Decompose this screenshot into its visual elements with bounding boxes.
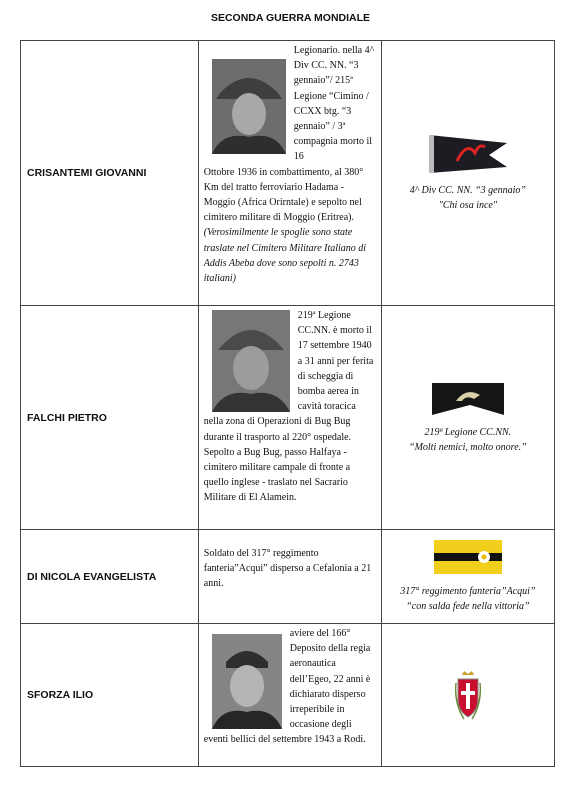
insignia-caption: 219ª Legione CC.NN. (424, 426, 512, 438)
table-row (21, 530, 555, 624)
insignia-caption: 317° reggimento fanteria”Acqui” (400, 585, 536, 597)
portrait-icon (212, 310, 290, 412)
description-top: aviere del 166° Deposito della regia aeronautica dell’Egeo, 22 anni è dichiarato disperso irreperibile in occasione degli eventi bellici del settembre 1943 a Rodi. (203, 628, 371, 746)
insignia-motto: "Chi osa ince" (438, 200, 498, 211)
insignia-motto: “con salda fede nella vittoria” (406, 600, 530, 612)
soldier-description (198, 530, 381, 624)
soldier-photo (212, 634, 282, 729)
description-note: (Verosimilmente le spoglie sono state traslate nel Cimitero Militare Italiano di Addis Abeba dove sono sepolti n. 2743 italiani) (203, 227, 367, 285)
savoy-crest-icon (454, 669, 482, 721)
soldier-name: FALCHI PIETRO (21, 306, 199, 530)
description-top: Soldato del 317° reggimento fanteria”Acqui” disperso a Cefalonia a 21 anni. (203, 548, 372, 590)
insignia-cell (381, 624, 554, 767)
portrait-icon (212, 634, 282, 729)
portrait-icon (212, 59, 286, 154)
soldier-name: DI NICOLA EVANGELISTA (21, 530, 199, 624)
table-row (21, 624, 555, 767)
roster-table (20, 40, 555, 767)
pennant-icon (427, 133, 509, 175)
description-main: nella zona di Operazioni di Bug Bug durante il trasporto al 220° ospedale. Sepolto a Bug Bug, passo Halfaya - cimitero militare campale di fronte a quello inglese - traslato nel Sacrario Militare di El Alamein. (203, 416, 352, 504)
table-row (21, 306, 555, 530)
description-top: Legionario. nella 4^ Div CC. NN. “3 gennaio”/ 215ª Legione “Cimino / CCXX btg. “3 gennaio” / 3ª compagnia morto il 16 (293, 45, 375, 163)
regiment-flag-icon (434, 540, 502, 574)
soldier-description (198, 306, 381, 530)
insignia-motto: “Molti nemici, molto onore.” (409, 441, 527, 453)
insignia-cell (381, 530, 554, 624)
soldier-name: CRISANTEMI GIOVANNI (21, 41, 199, 306)
soldier-photo (212, 59, 286, 154)
collar-badge-icon (430, 381, 506, 417)
description-top: 219ª Legione CC.NN. è morto il 17 settembre 1940 a 31 anni per ferita di scheggia di bomba aerea in cavità toracica (297, 310, 374, 413)
page-title: SECONDA GUERRA MONDIALE (210, 12, 371, 24)
insignia-cell (381, 306, 554, 530)
soldier-photo (212, 310, 290, 412)
insignia-cell (381, 41, 554, 306)
soldier-description (198, 624, 381, 767)
table-row (21, 41, 555, 306)
insignia-caption: 4^ Div CC. NN. “3 gennaio” (409, 185, 526, 196)
description-main: Ottobre 1936 in combattimento, al 380° Km del tratto ferroviario Hadama - Moggio (Africa Orirntale) e sepolto nel cimitero militare di Moggio (Eritrea). (203, 166, 364, 224)
soldier-name: SFORZA ILIO (21, 624, 199, 767)
soldier-description (198, 41, 381, 306)
